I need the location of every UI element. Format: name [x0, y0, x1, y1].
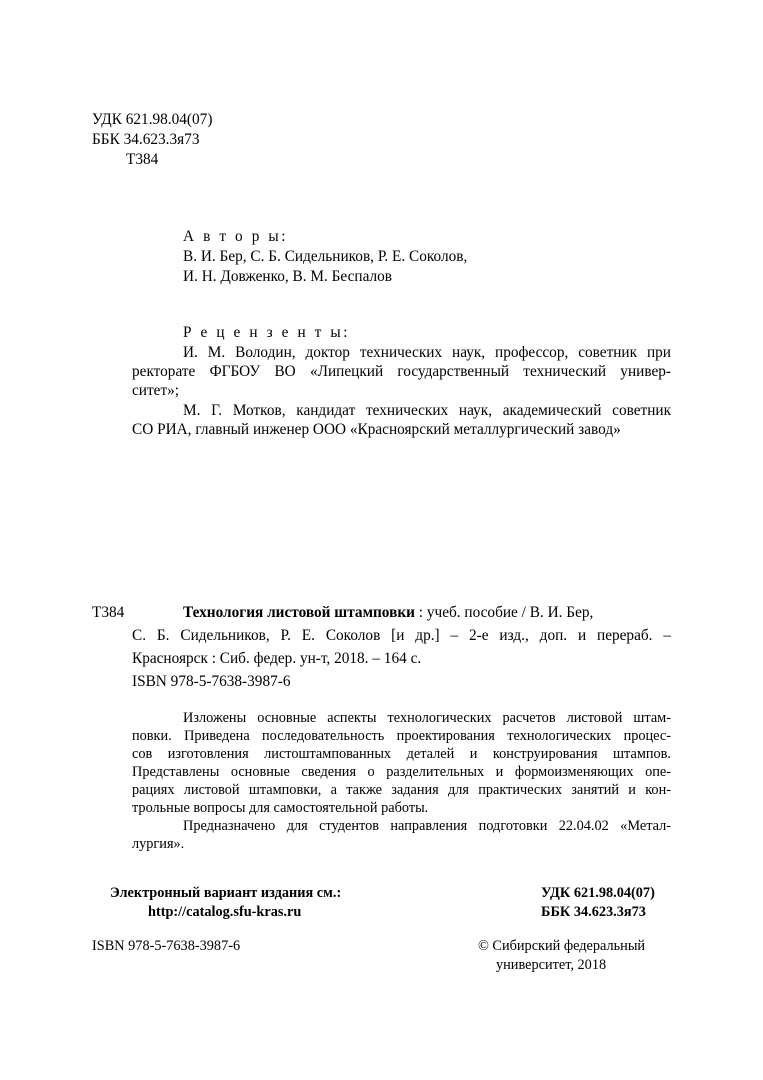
copyright-line-1: © Сибирский федеральный: [478, 938, 646, 954]
abstract-line-7: Предназначено для студентов направления подготовки 22.04.02 «Метал-: [183, 818, 671, 834]
footer-isbn: ISBN 978-5-7638-3987-6: [92, 938, 241, 954]
reviewer-1-line-1: И. М. Володин, доктор технических наук, профессор, советник при: [183, 344, 671, 361]
bib-author-mark: Т384: [92, 604, 125, 621]
authors-line-2: И. Н. Довженко, В. М. Беспалов: [183, 268, 393, 285]
udk-code: УДК 621.98.04(07): [92, 111, 213, 128]
bbk-code: ББК 34.623.3я73: [92, 131, 200, 148]
book-title: Технология листовой штамповки: [183, 604, 415, 621]
copyright-line-2: университет, 2018: [496, 957, 607, 973]
bib-isbn: ISBN 978-5-7638-3987-6: [132, 673, 291, 690]
abstract-line-1: Изложены основные аспекты технологических расчетов листовой штам-: [183, 710, 671, 726]
bib-line-1-rest: : учеб. пособие / В. И. Бер,: [414, 604, 594, 621]
electronic-version-label: Электронный вариант издания см.:: [110, 885, 342, 901]
author-mark: Т384: [126, 151, 159, 168]
footer-bbk: ББК 34.623.3я73: [541, 904, 646, 920]
authors-line-1: В. И. Бер, С. Б. Сидельников, Р. Е. Соколов,: [183, 248, 468, 265]
reviewer-2-line-2: СО РИА, главный инженер ООО «Красноярский металлургический завод»: [132, 421, 621, 438]
reviewer-1-line-3: ситет»;: [132, 382, 180, 399]
abstract-line-3: сов изготовления листоштампованных деталей и конструирования штампов.: [132, 746, 671, 762]
abstract-line-2: повки. Приведена последовательность проектирования технологических процес-: [132, 728, 671, 744]
abstract-line-4: Представлены основные сведения о разделительных и формоизменяющих опе-: [132, 764, 671, 780]
abstract-line-5: рациях листовой штамповки, а также задания для практических занятий и кон-: [132, 782, 671, 798]
abstract-line-8: лургия».: [132, 836, 185, 852]
bib-line-3: Красноярск : Сиб. федер. ун-т, 2018. – 164 с.: [132, 650, 422, 667]
reviewers-heading: Р е ц е н з е н т ы:: [183, 324, 351, 341]
abstract-line-6: трольные вопросы для самостоятельной работы.: [132, 800, 429, 816]
reviewer-1-line-2: ректорате ФГБОУ ВО «Липецкий государственный технический универ-: [132, 363, 671, 380]
footer-udk: УДК 621.98.04(07): [541, 885, 655, 901]
bib-line-1: [183, 603, 593, 622]
catalog-url[interactable]: http://catalog.sfu-kras.ru: [148, 904, 302, 920]
bib-line-2: С. Б. Сидельников, Р. Е. Соколов [и др.] – 2-е изд., доп. и перераб. –: [132, 627, 671, 644]
authors-heading: А в т о р ы:: [183, 228, 289, 245]
reviewer-2-line-1: М. Г. Мотков, кандидат технических наук, академический советник: [183, 402, 671, 419]
